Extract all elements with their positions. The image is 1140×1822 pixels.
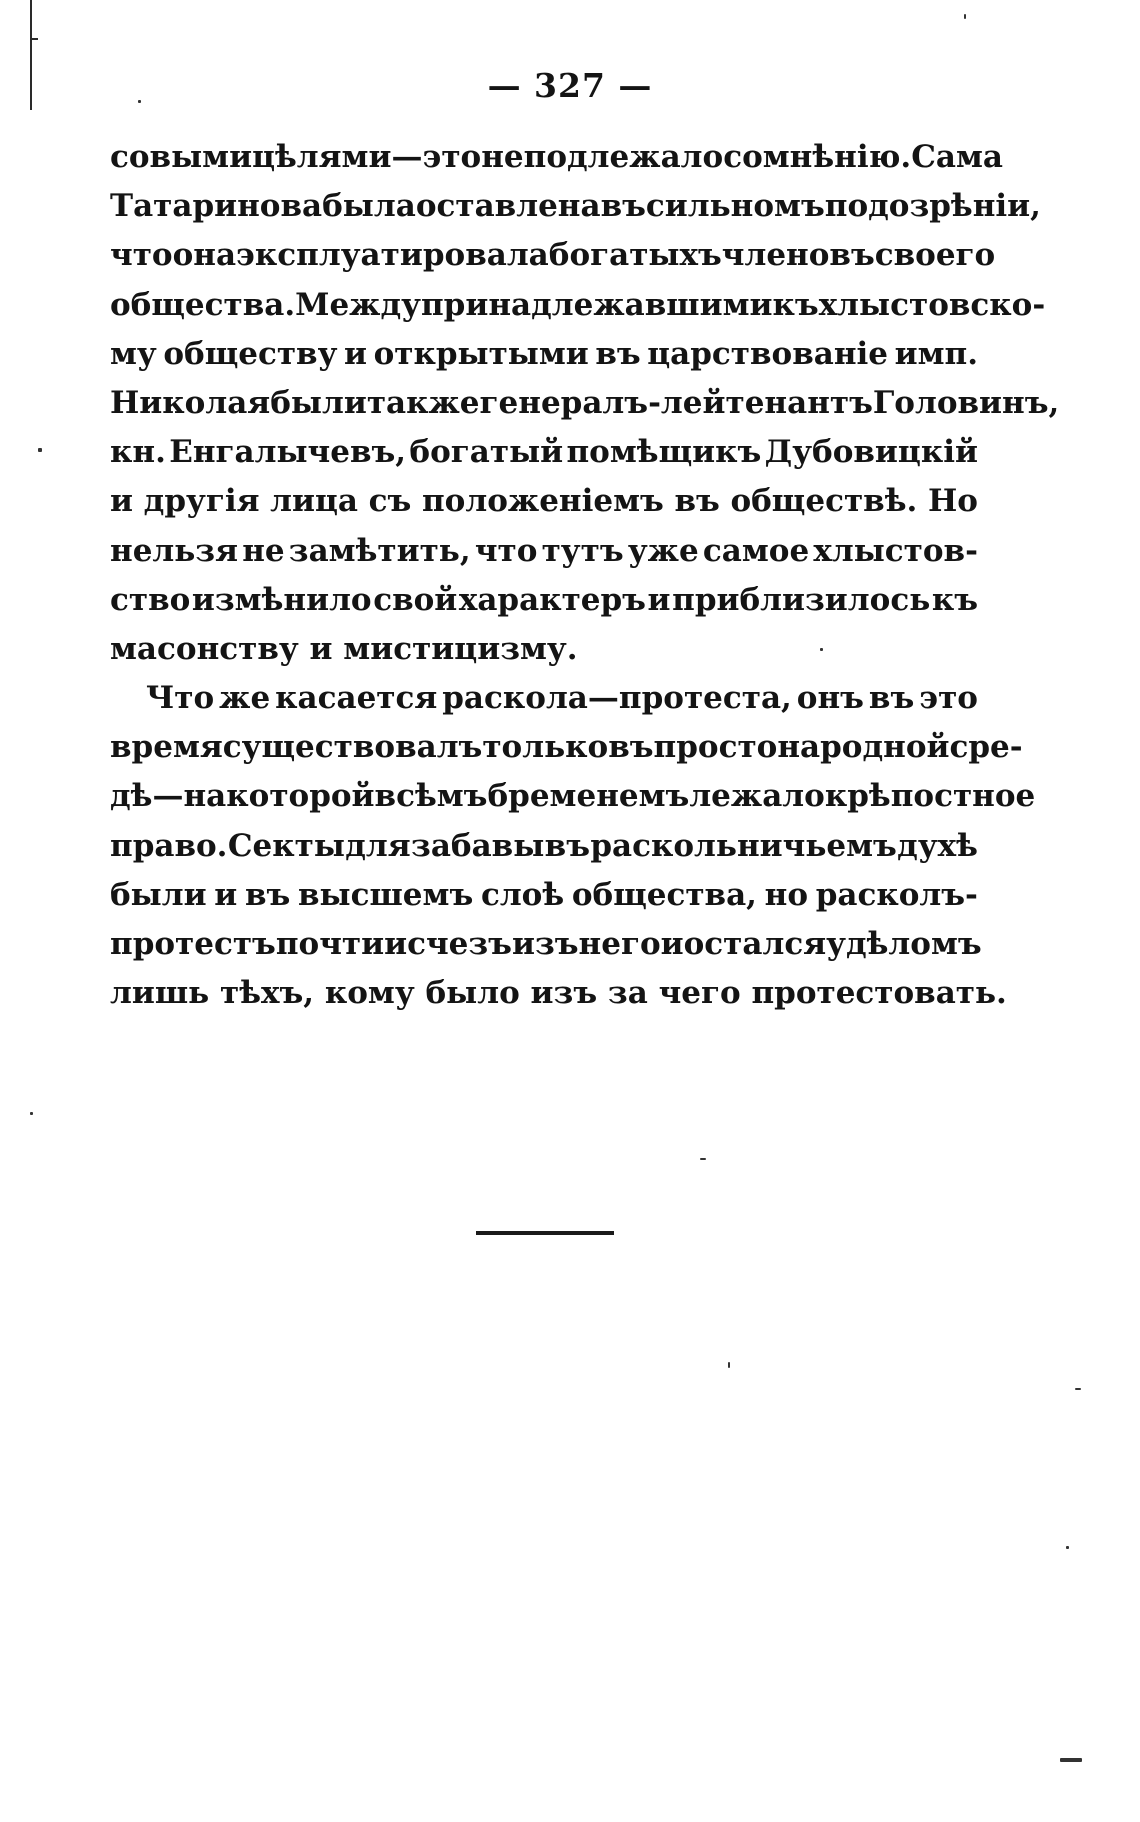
- text-line: му обществу и открытыми въ царствованіе имп.: [110, 335, 978, 372]
- scan-speck: [1066, 1546, 1069, 1549]
- scan-speck: [138, 100, 141, 103]
- text-line: Что же касается раскола—протеста, онъ въ это: [146, 680, 978, 717]
- scan-speck: [728, 1362, 730, 1368]
- page-number: — 327 —: [487, 66, 653, 105]
- scan-speck: [30, 1112, 33, 1115]
- scan-speck: [1060, 1758, 1082, 1762]
- text-line: лишь тѣхъ, кому было изъ за чего протестовать.: [110, 975, 1007, 1012]
- text-line: кн. Енгалычевъ, богатый помѣщикъ Дубовицкій: [110, 434, 978, 471]
- text-line: Татаринова была оставлена въ сильномъ подозрѣніи,: [110, 188, 1041, 225]
- text-body: [110, 133, 1060, 1018]
- text-line: время существовалъ только въ простонародной сре-: [110, 729, 1023, 766]
- paragraph-2: [110, 674, 1036, 1018]
- text-line: Николая были также генералъ-лейтенантъ Головинъ,: [110, 384, 1060, 421]
- margin-rule-tick: [30, 38, 38, 40]
- text-line: были и въ высшемъ слоѣ общества, но расколъ-: [110, 876, 978, 913]
- text-line: и другія лица съ положеніемъ въ обществѣ. Но: [110, 483, 978, 520]
- scan-speck: [820, 648, 823, 651]
- chapter-end-rule: [476, 1231, 614, 1235]
- text-line: дѣ—на которой всѣмъ бременемъ лежало крѣпостное: [110, 778, 1036, 815]
- text-line: протестъ почти исчезъ изъ него и остался удѣломъ: [110, 926, 982, 962]
- paragraph-1: [110, 133, 1060, 674]
- text-line: что она эксплуатировала богатыхъ членовъ своего: [110, 237, 996, 274]
- scan-speck: [964, 14, 966, 19]
- scan-speck: [700, 1158, 706, 1160]
- text-line: совыми цѣлями—это не подлежало сомнѣнію. Сама: [110, 139, 1003, 175]
- text-line: ство измѣнило свой характеръ и приблизилось къ: [110, 581, 978, 618]
- text-line: общества. Между принадлежавшими къ хлыстовско-: [110, 286, 1046, 323]
- scan-speck: [38, 448, 42, 452]
- scan-speck: [1075, 1388, 1081, 1390]
- text-line: масонству и мистицизму.: [110, 630, 578, 667]
- text-line: нельзя не замѣтить, что тутъ уже самое хлыстов-: [110, 532, 978, 569]
- text-line: право. Секты для забавы въ раскольничьемъ духѣ: [110, 827, 978, 864]
